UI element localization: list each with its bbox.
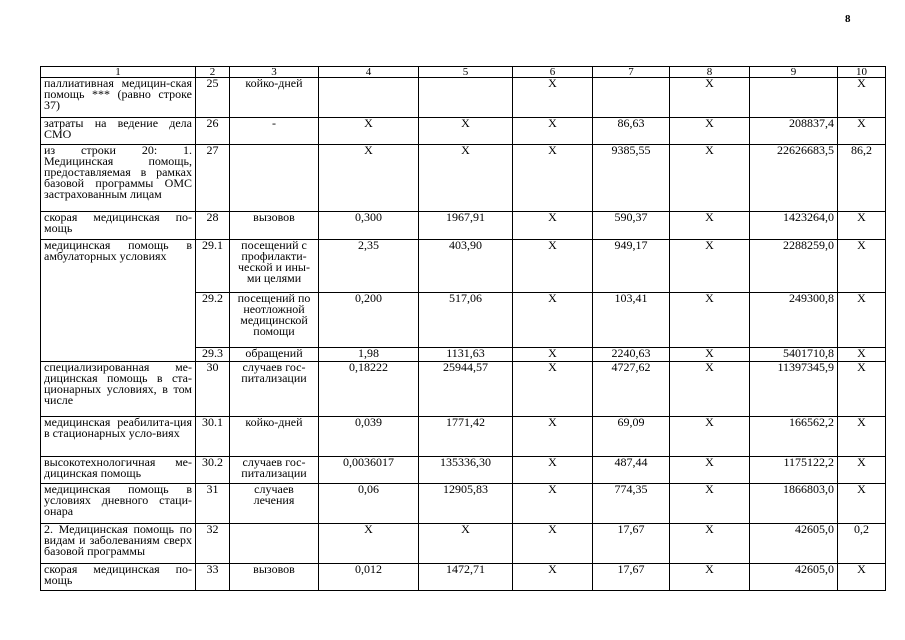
cell-col-3: койко-дней [230, 417, 319, 457]
cell-col-2: 30.2 [196, 457, 230, 484]
cell-col-7: 69,09 [593, 417, 670, 457]
cell-col-4: 1,98 [319, 348, 419, 362]
cell-col-8: X [670, 457, 750, 484]
column-number-7: 7 [593, 67, 670, 78]
cell-col-1: медицинская реабилита-ция в стационарных усло-виях [41, 417, 196, 457]
cell-col-4: 0,0036017 [319, 457, 419, 484]
cell-col-3 [230, 145, 319, 212]
cell-col-6: X [513, 118, 593, 145]
cell-col-10: X [838, 457, 886, 484]
cell-col-7: 590,37 [593, 212, 670, 240]
table-row [41, 484, 886, 524]
table-row [41, 78, 886, 118]
cell-col-1: специализированная ме-дицинская помощь в ста-ционарных условиях, в том числе [41, 362, 196, 417]
normatives-table [40, 66, 886, 591]
cell-col-3: койко-дней [230, 78, 319, 118]
cell-col-8: X [670, 240, 750, 293]
cell-col-5: 1771,42 [419, 417, 513, 457]
cell-col-3: - [230, 118, 319, 145]
cell-col-3: вызовов [230, 564, 319, 591]
cell-col-2: 29.1 [196, 240, 230, 293]
cell-col-8: X [670, 362, 750, 417]
table-row [41, 240, 886, 293]
cell-col-10: X [838, 212, 886, 240]
cell-col-6: X [513, 362, 593, 417]
table-row [41, 564, 886, 591]
cell-col-4: 0,039 [319, 417, 419, 457]
cell-col-8: X [670, 524, 750, 564]
cell-col-8: X [670, 564, 750, 591]
cell-col-6: X [513, 484, 593, 524]
cell-col-2: 28 [196, 212, 230, 240]
cell-col-3: посещений с профилакти-ческой и ины-ми целями [230, 240, 319, 293]
cell-col-7: 86,63 [593, 118, 670, 145]
cell-col-6: X [513, 293, 593, 348]
cell-col-1: затраты на ведение дела СМО [41, 118, 196, 145]
cell-col-3: случаев гос-питализации [230, 457, 319, 484]
cell-col-8: X [670, 118, 750, 145]
cell-col-3: случаев лечения [230, 484, 319, 524]
cell-col-5: 403,90 [419, 240, 513, 293]
cell-col-4: 0,06 [319, 484, 419, 524]
cell-col-8: X [670, 212, 750, 240]
cell-col-6: X [513, 457, 593, 484]
cell-col-10: X [838, 118, 886, 145]
cell-col-5: 1967,91 [419, 212, 513, 240]
cell-col-5: 135336,30 [419, 457, 513, 484]
column-number-3: 3 [230, 67, 319, 78]
cell-col-4: 0,200 [319, 293, 419, 348]
cell-col-10: X [838, 362, 886, 417]
cell-col-5: 25944,57 [419, 362, 513, 417]
cell-col-7 [593, 78, 670, 118]
cell-col-5: X [419, 145, 513, 212]
cell-col-6: X [513, 564, 593, 591]
cell-col-6: X [513, 524, 593, 564]
cell-col-1: медицинская помощь в условиях дневного стаци-онара [41, 484, 196, 524]
cell-col-10: 86,2 [838, 145, 886, 212]
cell-col-8: X [670, 417, 750, 457]
cell-col-3: вызовов [230, 212, 319, 240]
cell-col-3: посещений по неотложной медицинской помощи [230, 293, 319, 348]
cell-col-5: 1131,63 [419, 348, 513, 362]
cell-col-9: 1175122,2 [750, 457, 838, 484]
cell-col-8: X [670, 145, 750, 212]
cell-col-9: 42605,0 [750, 564, 838, 591]
cell-col-9: 1423264,0 [750, 212, 838, 240]
table-row [41, 212, 886, 240]
cell-col-2: 33 [196, 564, 230, 591]
cell-col-1: паллиативная медицин-ская помощь *** (равно строке 37) [41, 78, 196, 118]
cell-col-9: 22626683,5 [750, 145, 838, 212]
cell-col-9: 42605,0 [750, 524, 838, 564]
cell-col-2: 25 [196, 78, 230, 118]
cell-col-1: медицинская помощь в амбулаторных условиях [41, 240, 196, 362]
cell-col-4: 0,300 [319, 212, 419, 240]
cell-col-10: X [838, 293, 886, 348]
cell-col-10: 0,2 [838, 524, 886, 564]
cell-col-9: 1866803,0 [750, 484, 838, 524]
cell-col-4: 2,35 [319, 240, 419, 293]
cell-col-2: 30 [196, 362, 230, 417]
cell-col-4 [319, 78, 419, 118]
cell-col-1: 2. Медицинская помощь по видам и заболеваниям сверх базовой программы [41, 524, 196, 564]
cell-col-7: 2240,63 [593, 348, 670, 362]
cell-col-2: 31 [196, 484, 230, 524]
cell-col-7: 9385,55 [593, 145, 670, 212]
cell-col-10: X [838, 348, 886, 362]
cell-col-5: 1472,71 [419, 564, 513, 591]
cell-col-10: X [838, 78, 886, 118]
cell-col-3: случаев гос-питализации [230, 362, 319, 417]
cell-col-7: 774,35 [593, 484, 670, 524]
cell-col-4: X [319, 118, 419, 145]
cell-col-9: 208837,4 [750, 118, 838, 145]
cell-col-3: обращений [230, 348, 319, 362]
column-number-1: 1 [41, 67, 196, 78]
cell-col-6: X [513, 240, 593, 293]
cell-col-10: X [838, 240, 886, 293]
cell-col-1: высокотехнологичная ме-дицинская помощь [41, 457, 196, 484]
cell-col-9: 5401710,8 [750, 348, 838, 362]
column-number-9: 9 [750, 67, 838, 78]
table-row [41, 362, 886, 417]
cell-col-4: 0,18222 [319, 362, 419, 417]
cell-col-2: 26 [196, 118, 230, 145]
cell-col-6: X [513, 348, 593, 362]
cell-col-5: X [419, 118, 513, 145]
cell-col-8: X [670, 484, 750, 524]
cell-col-5: 12905,83 [419, 484, 513, 524]
cell-col-6: X [513, 145, 593, 212]
cell-col-2: 30.1 [196, 417, 230, 457]
cell-col-9: 249300,8 [750, 293, 838, 348]
table-row [41, 417, 886, 457]
cell-col-3 [230, 524, 319, 564]
cell-col-5 [419, 78, 513, 118]
header-row [41, 67, 886, 78]
cell-col-8: X [670, 348, 750, 362]
cell-col-8: X [670, 78, 750, 118]
cell-col-1: из строки 20: 1. Медицинская помощь, предоставляемая в рамках базовой программы ОМС застрахованным лицам [41, 145, 196, 212]
cell-col-9: 166562,2 [750, 417, 838, 457]
cell-col-4: X [319, 524, 419, 564]
cell-col-4: 0,012 [319, 564, 419, 591]
cell-col-2: 27 [196, 145, 230, 212]
cell-col-5: 517,06 [419, 293, 513, 348]
table-row [41, 118, 886, 145]
cell-col-6: X [513, 417, 593, 457]
page-number: 8 [845, 13, 851, 25]
cell-col-2: 29.3 [196, 348, 230, 362]
cell-col-9 [750, 78, 838, 118]
cell-col-1: скорая медицинская по-мощь [41, 212, 196, 240]
cell-col-9: 2288259,0 [750, 240, 838, 293]
column-number-10: 10 [838, 67, 886, 78]
cell-col-7: 949,17 [593, 240, 670, 293]
column-number-4: 4 [319, 67, 419, 78]
table-row [41, 145, 886, 212]
cell-col-5: X [419, 524, 513, 564]
column-number-8: 8 [670, 67, 750, 78]
cell-col-7: 103,41 [593, 293, 670, 348]
cell-col-1: скорая медицинская по-мощь [41, 564, 196, 591]
cell-col-7: 487,44 [593, 457, 670, 484]
cell-col-9: 11397345,9 [750, 362, 838, 417]
column-number-5: 5 [419, 67, 513, 78]
cell-col-6: X [513, 78, 593, 118]
cell-col-7: 4727,62 [593, 362, 670, 417]
cell-col-4: X [319, 145, 419, 212]
cell-col-2: 32 [196, 524, 230, 564]
table-row [41, 524, 886, 564]
column-number-6: 6 [513, 67, 593, 78]
cell-col-10: X [838, 564, 886, 591]
column-number-2: 2 [196, 67, 230, 78]
cell-col-10: X [838, 484, 886, 524]
cell-col-8: X [670, 293, 750, 348]
cell-col-7: 17,67 [593, 564, 670, 591]
cell-col-10: X [838, 417, 886, 457]
table-row [41, 457, 886, 484]
cell-col-2: 29.2 [196, 293, 230, 348]
cell-col-7: 17,67 [593, 524, 670, 564]
cell-col-6: X [513, 212, 593, 240]
